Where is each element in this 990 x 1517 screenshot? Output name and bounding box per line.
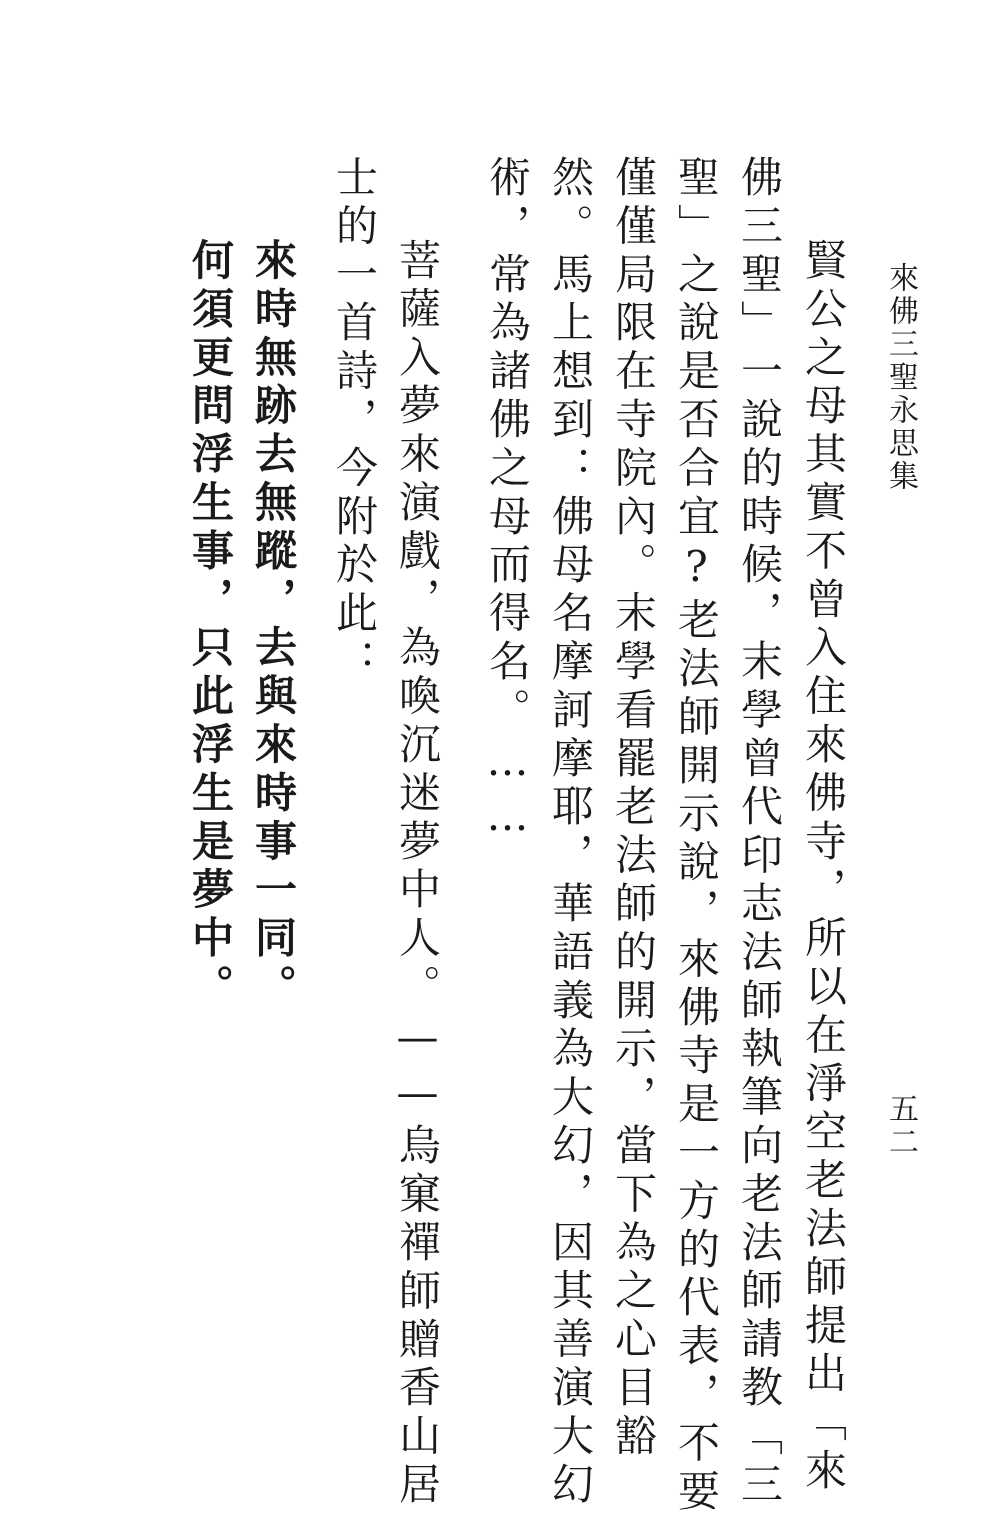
paragraph-1-line-2: 佛三聖」一說的時候，末學曾代印志法師執筆向老法師請教「三	[735, 155, 784, 1511]
paragraph-1-line-3: 聖」之說是否合宜?老法師開示說，來佛寺是一方的代表，不要	[672, 155, 721, 1517]
paragraph-1-line-6: 術，常為諸佛之母而得名。……	[483, 155, 532, 847]
page-number: 五二	[883, 1093, 918, 1159]
paragraph-1-line-1: 賢公之母其實不曾入住來佛寺，所以在淨空老法師提出「來	[799, 238, 848, 1497]
poem-line-2: 何須更問浮生事，只此浮生是夢中。	[186, 238, 235, 1013]
paragraph-1-line-5: 然。馬上想到：佛母名摩訶摩耶，華語義為大幻，因其善演大幻	[546, 155, 595, 1511]
paragraph-2-line-2: 士的一首詩，今附於此：	[330, 155, 379, 688]
book-title-header: 來佛三聖永思集	[883, 262, 918, 493]
poem-line-1: 來時無跡去無蹤，去與來時事一同。	[249, 238, 298, 1013]
paragraph-1-line-4: 僅僅局限在寺院內。末學看罷老法師的開示，當下為之心目豁	[609, 155, 658, 1462]
paragraph-2-line-1: 菩薩入夢來演戲，為喚沉迷夢中人。——烏窠禪師贈香山居	[393, 238, 442, 1511]
